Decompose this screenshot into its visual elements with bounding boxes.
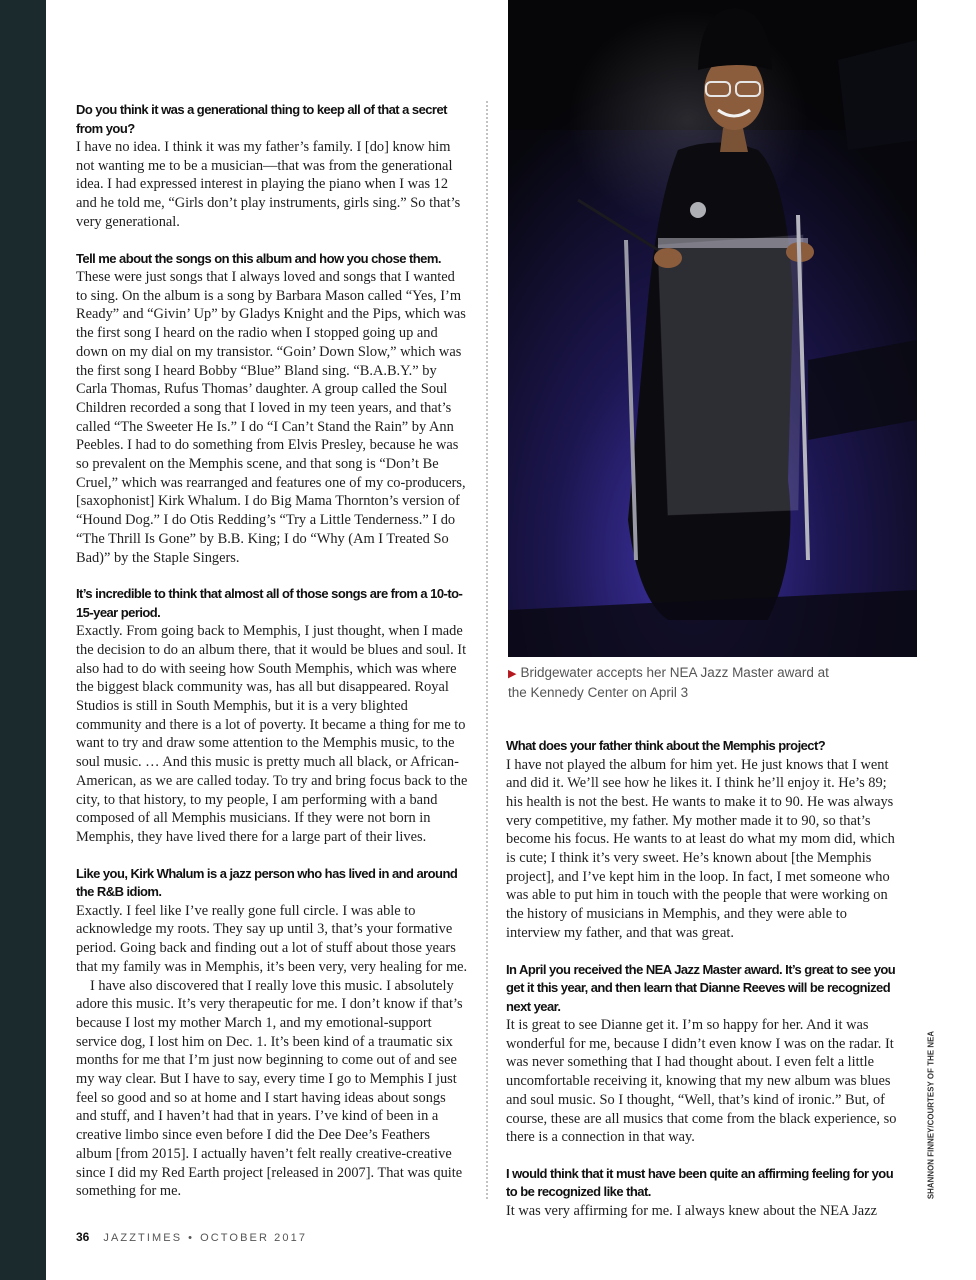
page-number: 36 (76, 1230, 90, 1244)
answer-affirming: It was very affirming for me. I always knew about the NEA Jazz (506, 1202, 877, 1219)
photo-credit-text: SHANNON FINNEY/COURTESY OF THE NEA (926, 1030, 936, 1200)
bridgewater-podium-image (508, 0, 917, 657)
caption-arrow-icon: ▶ (508, 668, 517, 680)
answer-nea-award: It is great to see Dianne get it. I’m so happy for her. And it was wonderful for me, because I didn’t even know I was on the radar. It was never something that I had thought about. I even felt a little uncomfortable receiving it, knowing that my new album was blues and soul music. So I thought, “Well, that’s kind of ironic.” But, of course, these are all musics that come from the black experience, so there is a connection in that way. (506, 1017, 897, 1146)
footer-separator: • (188, 1232, 195, 1244)
column-divider (484, 100, 490, 1200)
question-song-period: It’s incredible to think that almost all of those songs are from a 10-to-15-year period. (76, 586, 463, 620)
photo-caption (508, 664, 838, 702)
question-nea-award: In April you received the NEA Jazz Master award. It’s great to see you get it this year, and then learn that Dianne Reeves will be recognized next year. (506, 961, 896, 1014)
question-album-songs: Tell me about the songs on this album and how you chose them. (76, 250, 441, 266)
question-father-memphis: What does your father think about the Memphis project? (506, 738, 826, 753)
question-kirk-whalum: Like you, Kirk Whalum is a jazz person who has lived in and around the R&B idiom. (76, 865, 458, 900)
question-generational: Do you think it was a generational thing to keep all of that a secret from you? (76, 102, 447, 136)
answer-kirk-whalum-p1: Exactly. I feel like I’ve really gone full circle. I was able to acknowledge my roots. They say up until 3, that’s your formative period. Going back and finding out a lot of stuff about those years that my family was in Memphis, it’s been very, very healing for me. (76, 902, 468, 975)
answer-song-period: Exactly. From going back to Memphis, I just thought, when I made the decision to do an album there, that it would be blues and soul. It also had to do with seeing how South Memphis, which was where the biggest black community was, has all but disappeared. Royal Studios is still in South Memphis, but it is a very blighted community and there is a lot of poverty. It became a thing for me to want to try and draw some attention to the Memphis music, to the soul music. … And this music is pretty much all black, or African-American, as we are called today. To try and bring focus back to the city, to that history, to my people, I am performing with a band composed of all Memphis musicians. If they were not born in Memphis, they have lived there for a large part of their lives. (76, 623, 468, 845)
page-footer (76, 1230, 307, 1244)
right-column (506, 737, 904, 1221)
question-affirming: I would think that it must have been quite an affirming feeling for you to be recognized like that. (506, 1165, 894, 1200)
page-spine-bar (0, 0, 46, 1280)
answer-album-songs: These were just songs that I always loved and songs that I wanted to sing. On the album is a song by Barbara Mason called “Yes, I’m Ready” and “Givin’ Up” by Gladys Knight and the Pips, which was the first song I heard on the radio when I stopped going up and down on my dial on my transistor. “Goin’ Down Slow,” which was the first song I heard Bobby “Blue” Bland sing. “B.A.B.Y.” by Carla Thomas, Rufus Thomas’ daughter. A group called the Soul Children recorded a song that I loved in my teen years, and that’s called “The Sweeter He Is.” I do “I Can’t Stand the Rain” by Ann Peebles. I had to do something from Elvis Presley, because he was so prevalent on the Memphis scene, and that song is “Don’t Be Cruel,” which was rearranged and features one of my co-producers, [saxophonist] Kirk Whalum. I do Big Mama Thornton’s version of “Hound Dog.” I do Otis Redding’s “Try a Little Tenderness.” I do “The Thrill Is Gone” by B.B. King; I do “Why (Am I Treated So Bad)” by the Staple Singers. (76, 269, 466, 566)
answer-generational: I have no idea. I think it was my father’s family. I [do] know him not wanting me to be a musician—that was from the generational idea. I had expressed interest in playing the piano when I was 12 and he told me, “Girls don’t play instruments, girls sing.” So that’s very generational. (76, 139, 461, 230)
answer-father-memphis: I have not played the album for him yet. He just knows that I went and did it. We’ll see how he likes it. I think he’ll enjoy it. He’s 89; his health is not the best. He wants to make it to 90. He was always very competitive, my father. My mother made it to 90, so that’s become his focus. He wants to at least do what my mom did, which is cute; I think it’s very sweet. He’s known about [the Memphis project], and I’ve kept him in the loop. In fact, I met someone who was able to put him in touch with the people that were working on the history of musicians in Memphis, and they were able to interview my father, and that was great. (506, 756, 895, 941)
caption-text: Bridgewater accepts her NEA Jazz Master award at the Kennedy Center on April 3 (508, 665, 829, 700)
magazine-name: JAZZTIMES (103, 1232, 183, 1244)
answer-kirk-whalum-p2: I have also discovered that I really love this music. I absolutely adore this music. It’s very therapeutic for me. I don’t know if that’s because I lost my mother March 1, and my emotional-support service dog, I lost him on Dec. 1. It’s been kind of a traumatic six months for me that I’m just now beginning to come out of and see my way clear. But I have to say, every time I go to Memphis I just feel so good and so at home and I start having ideas about songs and stuff, and I haven’t had that in years. I’ve kind of been in a creative limbo since even before I did the Dee Dee’s Feathers album [from 2015]. I actually haven’t felt really creative-creative since I did my Red Earth project [released in 2007]. That was quite something for me. (76, 977, 463, 1200)
stage-photo (508, 0, 917, 657)
issue-date: OCTOBER 2017 (200, 1232, 308, 1244)
left-column (76, 101, 468, 1201)
photo-credit (925, 1030, 937, 1200)
